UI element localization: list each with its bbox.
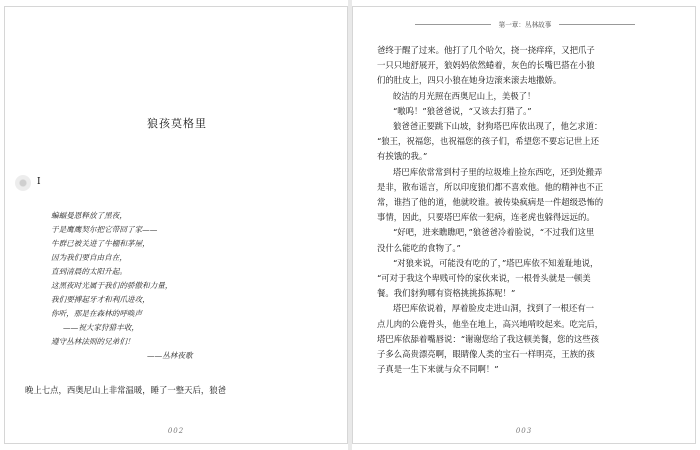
poem-line: 你听，那是在森林的呼唤声 (51, 309, 143, 318)
header-rule (415, 24, 491, 25)
text-line: “对狼来说，可能没有吃的了，”塔巴库依不知羞耻地说， (393, 257, 599, 268)
text-line: 事情，因此，只要塔巴库依一犯病，连老虎也躲得远远的。 (377, 212, 595, 223)
text-line: 塔巴库依说着，厚着脸皮走进山洞，找到了一根还有一 (393, 303, 594, 314)
poem-line: 于是鹰鹰契尔把它带回了家—— (51, 225, 158, 234)
page-number: 003 (515, 427, 533, 435)
text-line: 餐。我们豺狗哪有资格挑挑拣拣呢！” (377, 288, 516, 299)
poem-line: ——丛林夜歌 (147, 351, 193, 360)
text-line: 没什么能吃的食物了。” (377, 242, 461, 253)
text-line: 爸终于醒了过来。他打了几个哈欠，挠一挠痒痒，又把爪子 (377, 45, 595, 55)
text-line: 子多么高贵漂亮啊，眼睛像人类的宝石一样明亮，王族的孩 (377, 349, 595, 360)
text-line: “嗷呜！”狼爸爸说，“又该去打猎了。” (393, 105, 532, 116)
poem-line: ——祝大家狩猎丰收， (63, 323, 139, 332)
right-page (352, 6, 696, 444)
section-ornament-icon (15, 175, 31, 191)
running-head (353, 19, 697, 29)
epigraph-poem (51, 209, 311, 363)
section-number: I (37, 177, 41, 187)
text-line: “可对于我这个卑贱可怜的家伙来说，一根骨头就是一顿美 (377, 273, 591, 284)
poem-line: 蝙蝠曼恩释放了黑夜， (51, 211, 127, 220)
text-line: 狼爸爸正要跳下山坡，豺狗塔巴库依出现了，他乞求道： (393, 121, 603, 132)
text-line: “好吧，进来瞧瞧吧，”狼爸爸冷着脸说，“不过我们这里 (393, 227, 595, 238)
poem-line: 这黑夜时光属于我们的骄傲和力量， (51, 281, 173, 290)
left-page (4, 6, 348, 444)
text-line: 皎洁的月光照在西奥尼山上，美极了！ (393, 90, 536, 101)
text-line: 塔巴库依舔着嘴唇说：“谢谢您给了我这顿美餐，您的这些孩 (377, 333, 600, 344)
text-line: 子真是一生下来就与众不同啊！” (377, 364, 499, 375)
poem-line: 我们要搏起牙才和利爪进攻， (51, 295, 150, 304)
text-line: 点儿肉的公鹿骨头，他坐在地上，高兴地啃咬起来。吃完后， (377, 318, 604, 329)
text-line: 是非，散布谣言，所以印度狼们都不喜欢他。他的精神也不正 (377, 181, 604, 192)
text-line: 常，谁挡了他的道，他就咬谁。被传染疯病是一件超级恐怖的 (377, 197, 604, 208)
text-line: 有挨饿的我。” (377, 151, 428, 162)
text-line: 一只只地舒展开，狼妈妈依然蜷着，灰色的长嘴巴搭在小狼 (377, 60, 595, 71)
running-head-text: 第一章：丛林故事 (498, 21, 552, 29)
poem-line: 因为我们要自由自在， (51, 253, 127, 262)
page-number: 002 (167, 427, 185, 435)
poem-line: 牛群已被关进了牛棚和茅屋， (51, 239, 150, 248)
text-line: 们的肚皮上，四只小狼在她身边滚来滚去地撒娇。 (377, 75, 562, 86)
poem-line: 遵守丛林法则的兄弟们！ (51, 337, 135, 346)
body-text (377, 43, 677, 377)
chapter-title: 狼孩莫格里 (147, 117, 207, 130)
text-line: “狼王，祝福您，也祝福您的孩子们，希望您不要忘记世上还 (377, 136, 600, 147)
header-rule (559, 24, 635, 25)
poem-line: 直到清晨的太阳升起。 (51, 267, 127, 276)
body-text: 晚上七点，西奥尼山上非常温暖，睡了一整天后，狼爸 (25, 385, 226, 395)
text-line: 塔巴库依常常到村子里的垃圾堆上捡东西吃，还到处搬弄 (393, 166, 603, 177)
